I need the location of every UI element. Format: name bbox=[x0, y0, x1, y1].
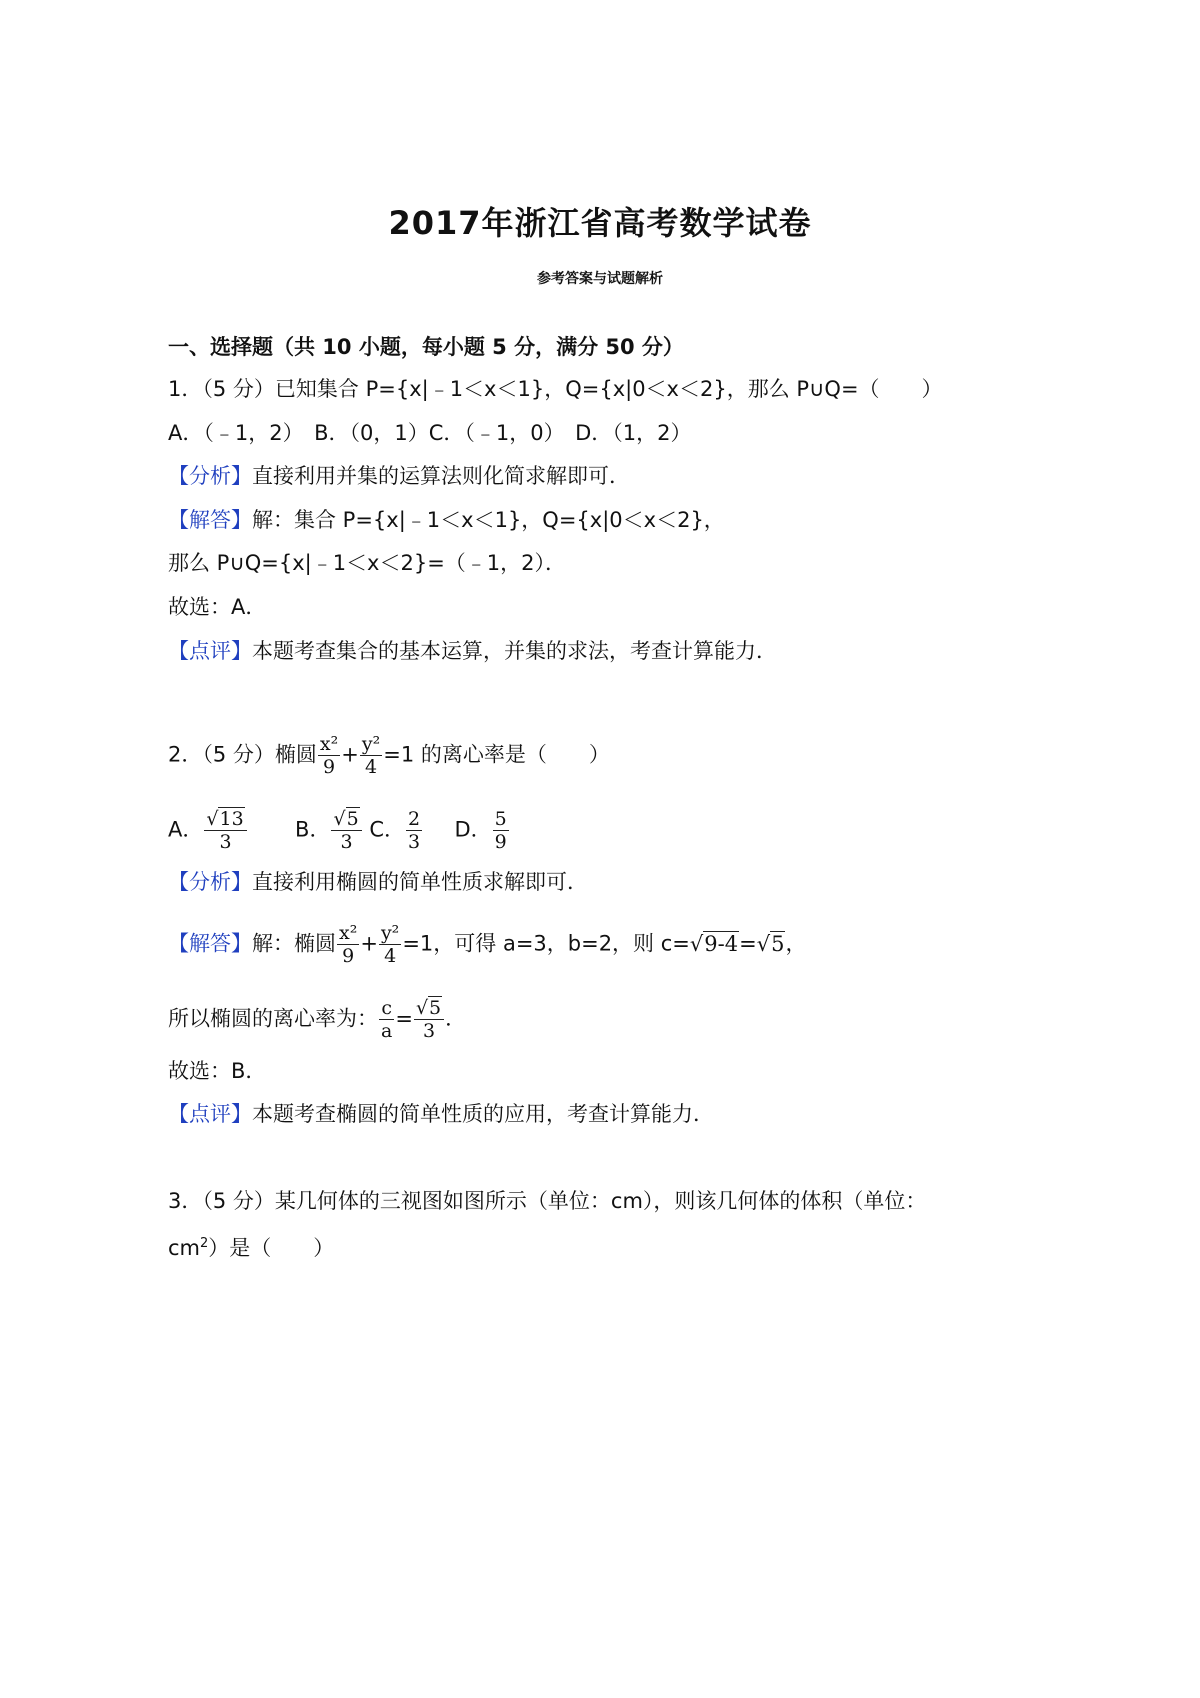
q1-choice: 故选：A． bbox=[168, 595, 267, 619]
fraction-numerator: x² bbox=[339, 922, 358, 944]
option-c-label: C． bbox=[369, 817, 406, 842]
comment-text: 本题考查集合的基本运算，并集的求法，考查计算能力． bbox=[252, 639, 777, 663]
q2-comment bbox=[168, 1099, 714, 1129]
fraction-denominator: a bbox=[381, 1020, 393, 1042]
fraction-denominator: 9 bbox=[494, 831, 507, 853]
fraction-numerator: 2 bbox=[408, 808, 421, 830]
analysis-text: 直接利用并集的运算法则化简求解即可． bbox=[252, 464, 630, 488]
analysis-tag: 【分析】 bbox=[168, 870, 252, 894]
comment-tag: 【点评】 bbox=[168, 639, 252, 663]
fraction-denominator: 3 bbox=[408, 831, 421, 853]
solution-prefix: 解：椭圆 bbox=[252, 931, 336, 956]
option-a-label: A． bbox=[168, 817, 204, 842]
fraction-numerator bbox=[204, 808, 246, 831]
page-subtitle: 参考答案与试题解析 bbox=[537, 271, 663, 287]
option-b-fraction bbox=[331, 808, 361, 853]
radicand: 9-4 bbox=[704, 931, 739, 956]
fraction-denominator: 3 bbox=[219, 831, 232, 853]
q2-analysis bbox=[168, 867, 588, 897]
option-d-fraction bbox=[493, 808, 509, 853]
option-b-label: B． bbox=[295, 817, 331, 842]
sqrt-symbol: √5 bbox=[756, 931, 785, 956]
sqrt-symbol: √5 bbox=[333, 808, 359, 830]
unit-text: cm bbox=[168, 1236, 201, 1260]
q2-stem bbox=[168, 733, 610, 778]
unit-exponent: 2 bbox=[200, 1236, 209, 1251]
fraction-c-over-a bbox=[379, 997, 394, 1042]
radicand: 5 bbox=[429, 997, 442, 1019]
fraction-x bbox=[318, 733, 340, 778]
fraction-numerator: 5 bbox=[494, 808, 507, 830]
q2-choice: 故选：B． bbox=[168, 1059, 267, 1083]
q1-solution-line2: 那么 P∪Q={x|﹣1＜x＜2}=（﹣1，2）． bbox=[168, 551, 567, 575]
q3-stem-line2 bbox=[168, 1229, 334, 1263]
comment-tag: 【点评】 bbox=[168, 1102, 252, 1126]
fraction-numerator: c bbox=[381, 997, 392, 1019]
solution-tag: 【解答】 bbox=[168, 931, 252, 956]
page-title: 2017年浙江省高考数学试卷 bbox=[388, 204, 812, 242]
sqrt-symbol: √5 bbox=[415, 997, 442, 1019]
fraction-denominator: 3 bbox=[422, 1020, 436, 1042]
q2-options bbox=[168, 808, 510, 853]
fraction-y bbox=[360, 733, 382, 778]
ecc-prefix: 所以椭圆的离心率为： bbox=[168, 1006, 378, 1031]
q2-eccentricity bbox=[168, 997, 466, 1042]
plus-sign: + bbox=[341, 742, 359, 767]
section-heading: 一、选择题（共 10 小题，每小题 5 分，满分 50 分） bbox=[168, 335, 684, 359]
analysis-text: 直接利用椭圆的简单性质求解即可． bbox=[252, 870, 588, 894]
fraction-numerator: x² bbox=[319, 733, 339, 755]
comment-text: 本题考查椭圆的简单性质的应用，考查计算能力． bbox=[252, 1102, 714, 1126]
option-a-fraction bbox=[204, 808, 246, 853]
sqrt-symbol: √13 bbox=[206, 808, 244, 830]
fraction-denominator: 9 bbox=[342, 945, 355, 967]
q1-solution bbox=[168, 505, 725, 535]
option-c-fraction bbox=[406, 808, 422, 853]
equals-sign: = bbox=[395, 1006, 413, 1031]
q2-stem-prefix: 2．（5 分）椭圆 bbox=[168, 742, 317, 767]
q1-options: A．（﹣1，2） B．（0，1）C．（﹣1，0） D．（1，2） bbox=[168, 421, 692, 445]
solution-text: 解：集合 P={x|﹣1＜x＜1}，Q={x|0＜x＜2}， bbox=[252, 508, 725, 532]
fraction-denominator: 4 bbox=[364, 756, 378, 778]
q1-comment bbox=[168, 636, 777, 666]
sqrt-symbol: √9-4 bbox=[689, 931, 739, 956]
fraction-numerator: y² bbox=[380, 922, 400, 944]
fraction-numerator: y² bbox=[361, 733, 381, 755]
q2-stem-suffix: =1 的离心率是（ ） bbox=[383, 742, 610, 767]
fraction-numerator bbox=[331, 808, 361, 831]
radicand: 13 bbox=[219, 808, 244, 830]
radicand: 5 bbox=[771, 931, 785, 956]
fraction-x bbox=[337, 922, 359, 967]
fraction-result bbox=[414, 997, 444, 1042]
q2-solution bbox=[168, 922, 806, 967]
fraction-denominator: 4 bbox=[384, 945, 397, 967]
plus-sign: + bbox=[360, 931, 378, 956]
analysis-tag: 【分析】 bbox=[168, 464, 252, 488]
q3-stem: 3．（5 分）某几何体的三视图如图所示（单位：cm），则该几何体的体积（单位： bbox=[168, 1189, 927, 1213]
q1-stem: 1．（5 分）已知集合 P={x|﹣1＜x＜1}，Q={x|0＜x＜2}，那么 P∪Q=（ ） bbox=[168, 377, 943, 401]
q3-stem-rest: ）是（ ） bbox=[208, 1236, 335, 1260]
solution-end: ， bbox=[785, 931, 807, 956]
ecc-end: ． bbox=[445, 1006, 467, 1031]
solution-tag: 【解答】 bbox=[168, 508, 252, 532]
equals-sign: = bbox=[739, 931, 757, 956]
fraction-numerator bbox=[414, 997, 444, 1020]
fraction-denominator: 9 bbox=[323, 756, 336, 778]
radicand: 5 bbox=[346, 808, 359, 830]
option-d-label: D． bbox=[454, 817, 492, 842]
fraction-y bbox=[379, 922, 401, 967]
fraction-denominator: 3 bbox=[340, 831, 353, 853]
solution-mid: =1，可得 a=3，b=2，则 c= bbox=[402, 931, 690, 956]
q1-analysis bbox=[168, 461, 630, 491]
